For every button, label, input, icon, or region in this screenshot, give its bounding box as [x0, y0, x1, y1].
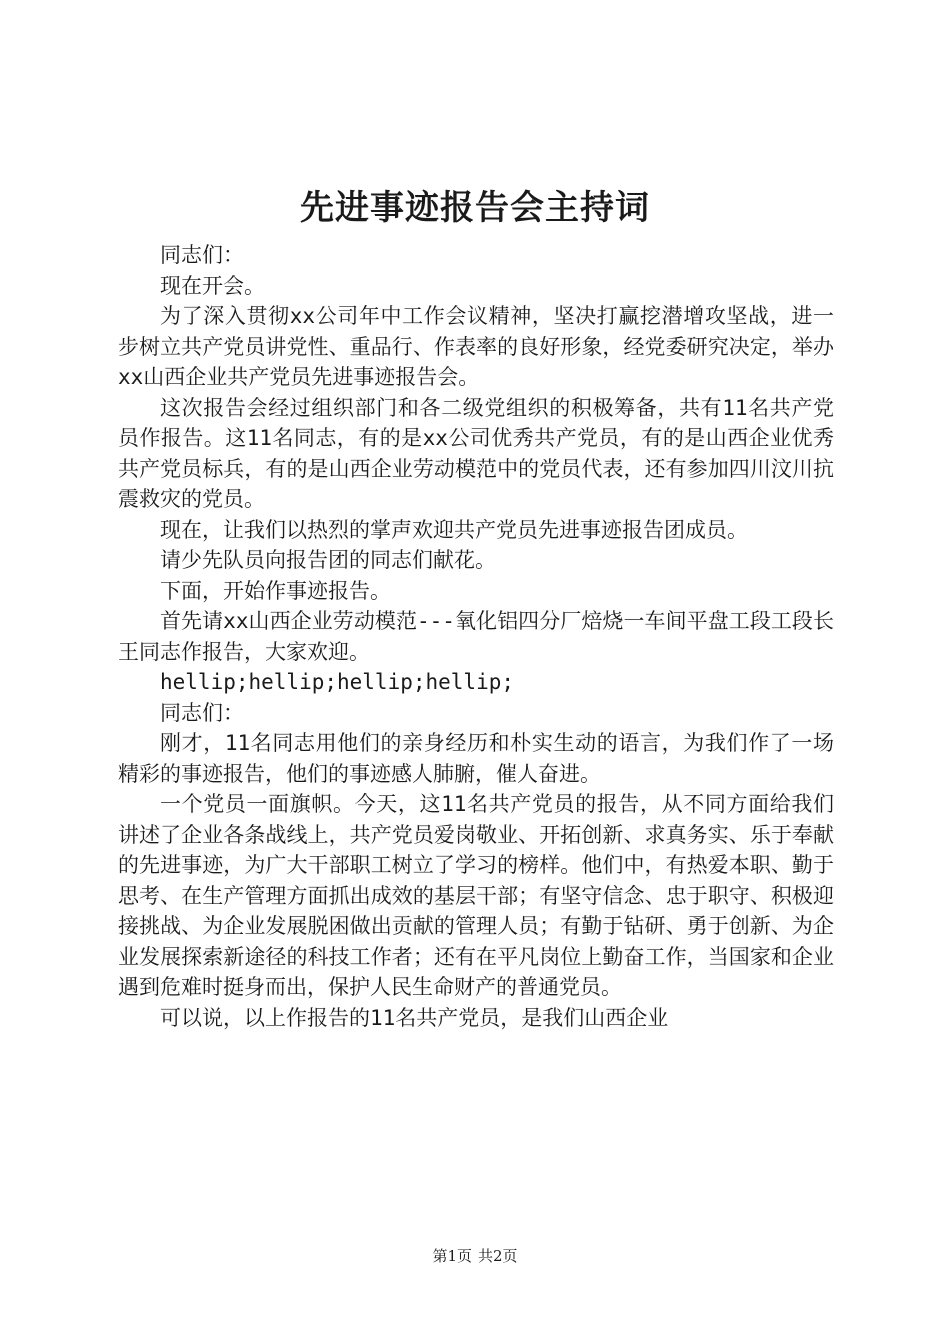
paragraph: 现在开会。: [160, 273, 265, 298]
paragraph: hellip;hellip;hellip;hellip;: [160, 670, 515, 694]
paragraph: 下面，开始作事迹报告。: [160, 578, 391, 603]
page-footer: [0, 1246, 950, 1266]
paragraph: 可以说，以上作报告的11名共产党员，是我们山西企业: [160, 1005, 669, 1030]
paragraph: 这次报告会经过组织部门和各二级党组织的积极筹备，共有11名共产党员作报告。这11名同志，有的是xx公司优秀共产党员，有的是山西企业优秀共产党员标兵，有的是山西企业劳动模范中的党员代表，还有参加四川汶川抗震救灾的党员。: [118, 395, 834, 511]
page-total: 共2页: [478, 1247, 518, 1265]
paragraph: 首先请xx山西企业劳动模范---氧化铝四分厂焙烧一车间平盘工段工段长王同志作报告，大家欢迎。: [118, 609, 834, 664]
document-title: 先进事迹报告会主持词: [300, 188, 650, 228]
paragraph: 同志们：: [160, 700, 244, 725]
paragraph: 请少先队员向报告团的同志们献花。: [160, 548, 496, 572]
paragraph: 为了深入贯彻xx公司年中工作会议精神，坚决打赢挖潜增攻坚战，进一步树立共产党员讲党性、重品行、作表率的良好形象，经党委研究决定，举办xx山西企业共产党员先进事迹报告会。: [118, 304, 834, 389]
document-body: [118, 240, 834, 1033]
paragraph: 刚才，11名同志用他们的亲身经历和朴实生动的语言，为我们作了一场精彩的事迹报告，他们的事迹感人肺腑，催人奋进。: [118, 731, 834, 786]
paragraph: 现在，让我们以热烈的掌声欢迎共产党员先进事迹报告团成员。: [160, 517, 748, 542]
paragraph: 同志们：: [160, 243, 244, 267]
paragraph: 一个党员一面旗帜。今天，这11名共产党员的报告，从不同方面给我们讲述了企业各条战线上，共产党员爱岗敬业、开拓创新、求真务实、乐于奉献的先进事迹，为广大干部职工树立了学习的榜样。他们中，有热爱本职、勤于思考、在生产管理方面抓出成效的基层干部；有坚守信念、忠于职守、积极迎接挑战、为企业发展脱困做出贡献的管理人员；有勤于钻研、勇于创新、为企业发展探索新途径的科技工作者；还有在平凡岗位上勤奋工作，当国家和企业遇到危难时挺身而出，保护人民生命财产的普通党员。: [118, 792, 834, 999]
page-number: 第1页: [432, 1247, 472, 1265]
